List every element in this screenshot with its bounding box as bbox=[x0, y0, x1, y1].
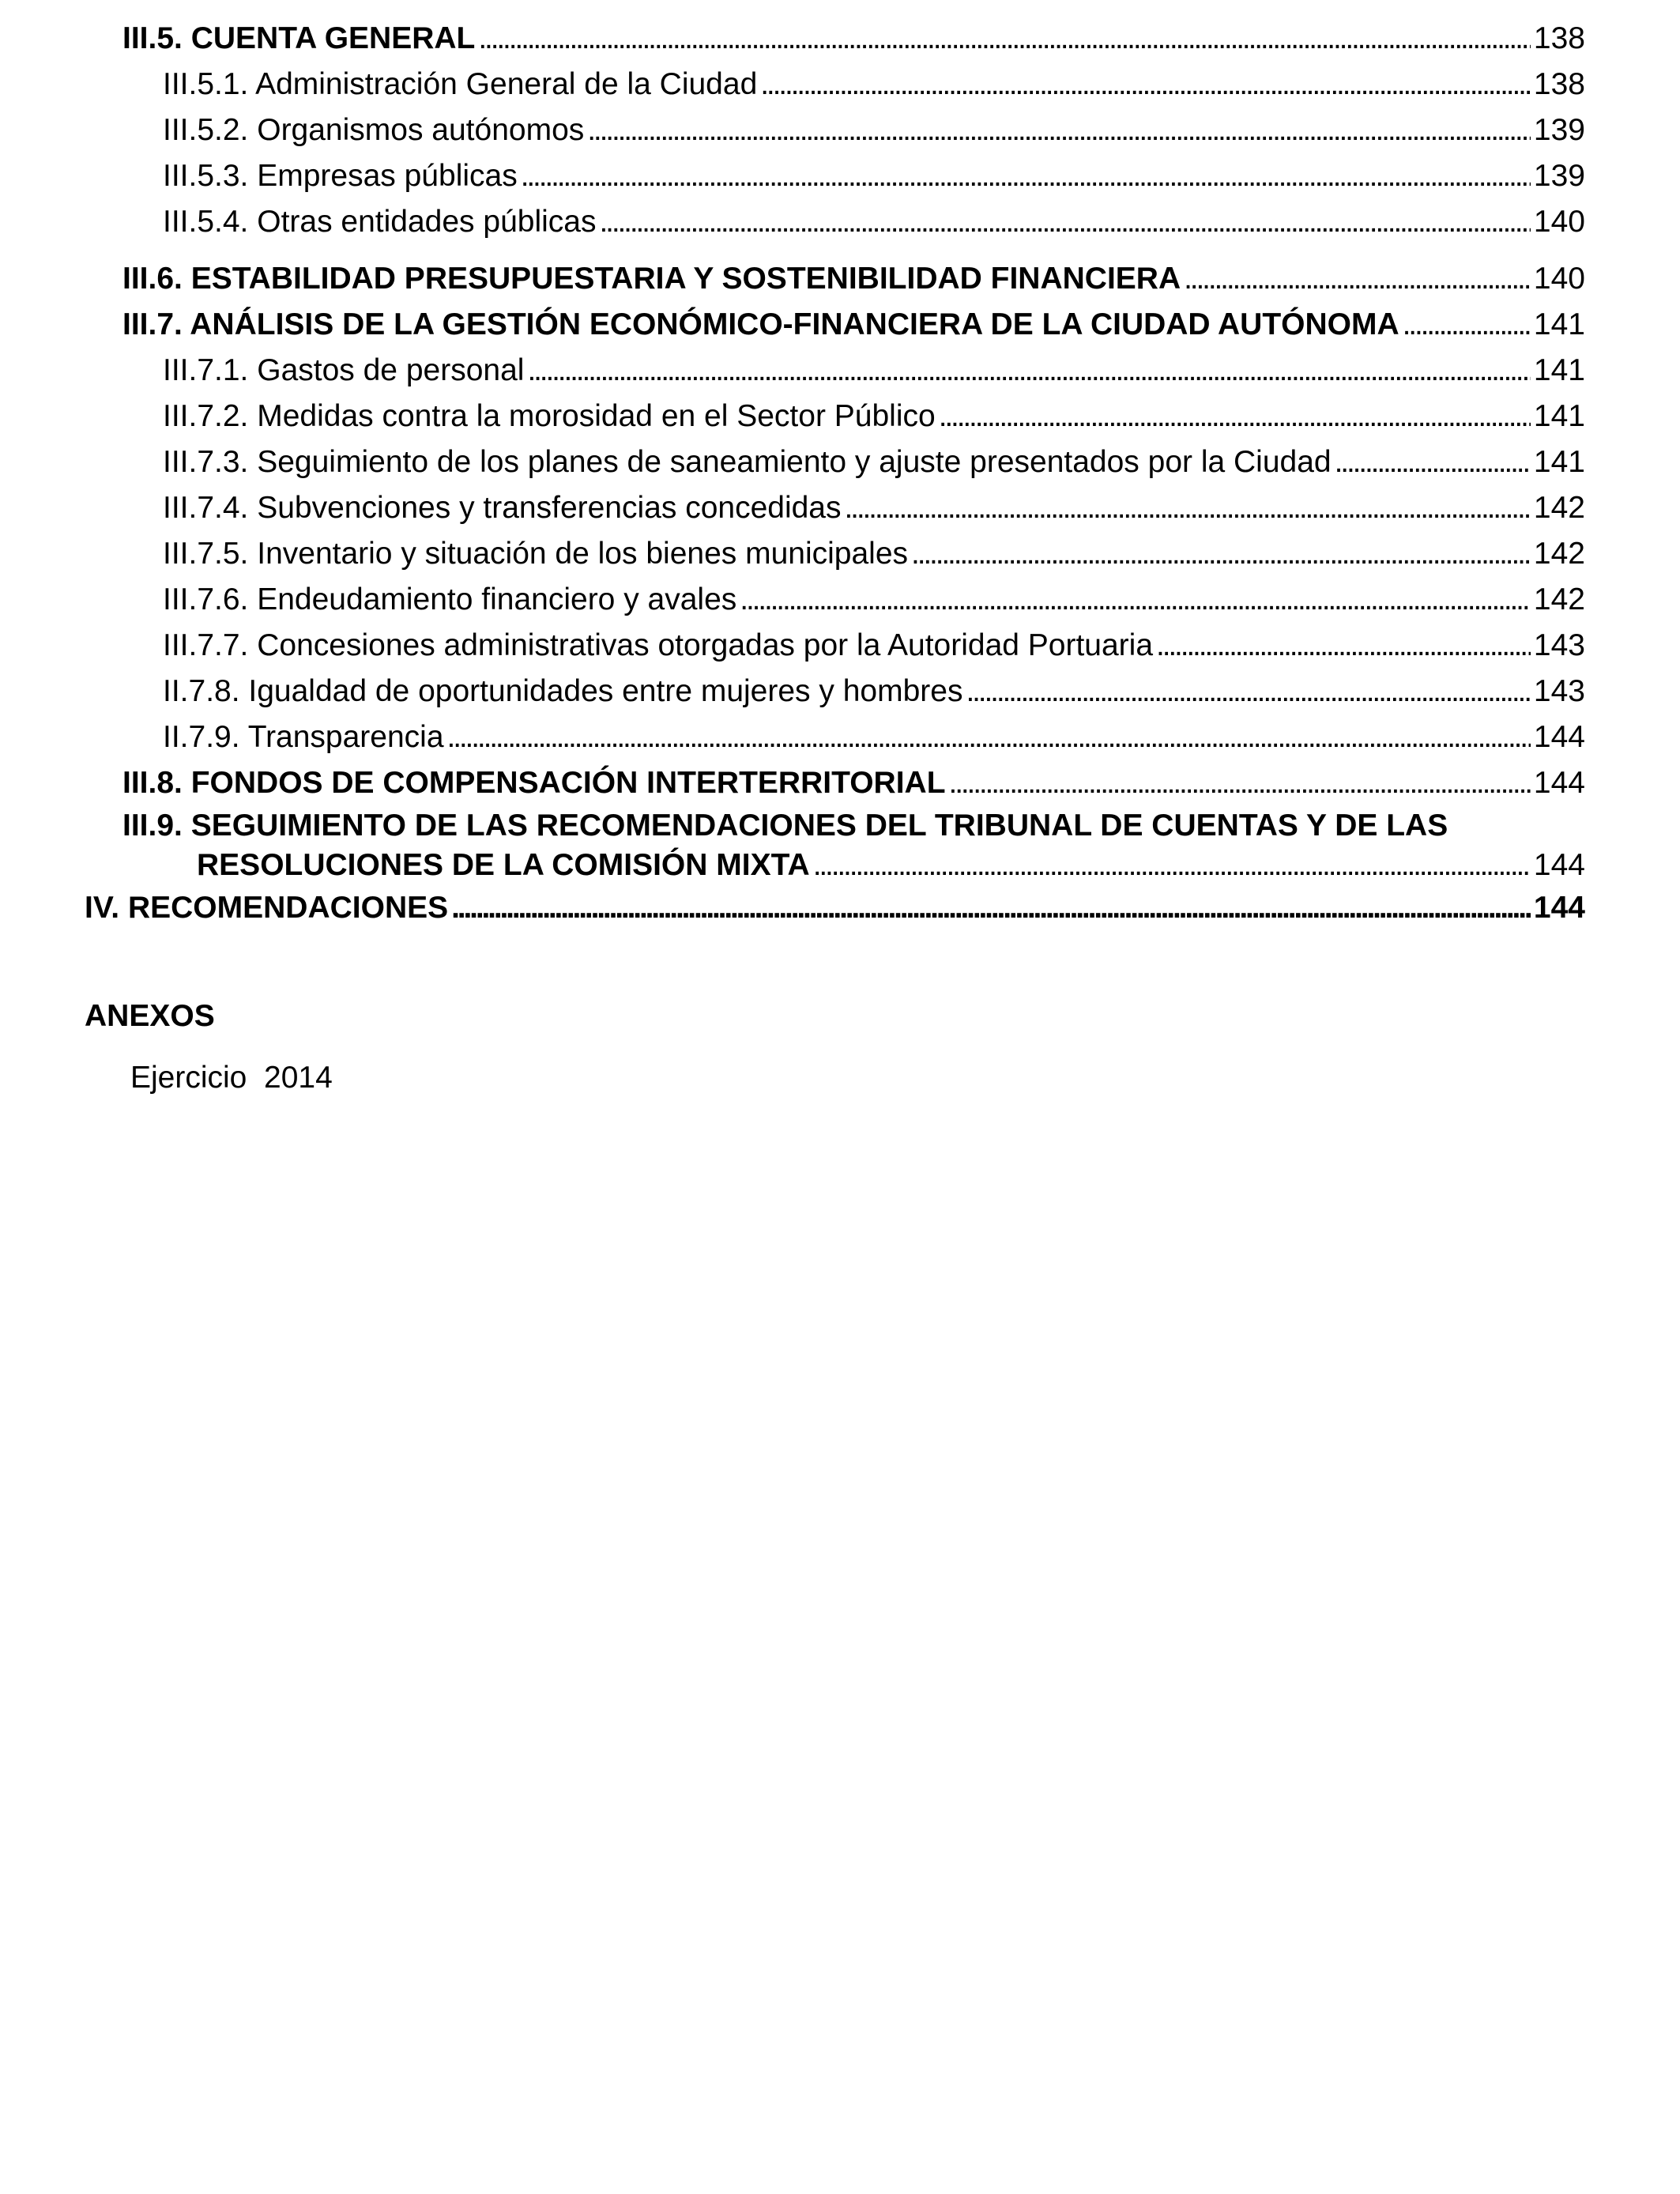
toc-entry-page: 138 bbox=[1533, 21, 1585, 55]
toc-entry-page: 144 bbox=[1533, 766, 1585, 800]
toc-entry[interactable] bbox=[0, 714, 1680, 760]
toc-entry[interactable] bbox=[0, 439, 1680, 485]
toc-entry-page: 139 bbox=[1533, 159, 1585, 193]
toc-entry-page: 140 bbox=[1533, 262, 1585, 296]
toc-entry-page: 143 bbox=[1533, 628, 1585, 662]
toc-entry-label: III.8. FONDOS DE COMPENSACIÓN INTERTERRITORIAL bbox=[122, 766, 946, 800]
dot-leader bbox=[966, 669, 1530, 714]
toc-entry-page: 142 bbox=[1533, 582, 1585, 616]
toc-entry-page: 140 bbox=[1533, 205, 1585, 239]
dot-leader bbox=[845, 485, 1531, 531]
dot-leader bbox=[949, 760, 1531, 806]
dot-leader bbox=[527, 348, 1530, 394]
toc-entry[interactable] bbox=[0, 199, 1680, 245]
table-of-contents bbox=[0, 16, 1680, 931]
toc-entry-page: 142 bbox=[1533, 491, 1585, 525]
dot-leader bbox=[478, 16, 1531, 62]
dot-leader bbox=[1335, 439, 1531, 485]
dot-leader bbox=[1156, 623, 1531, 669]
toc-entry[interactable] bbox=[0, 485, 1680, 531]
toc-entry[interactable] bbox=[0, 16, 1680, 62]
toc-entry-page: 141 bbox=[1533, 445, 1585, 479]
toc-entry-label: III.7.2. Medidas contra la morosidad en el Sector Público bbox=[163, 399, 936, 433]
toc-entry-label: III.7.5. Inventario y situación de los bienes municipales bbox=[163, 537, 909, 571]
toc-entry-label: III.7.1. Gastos de personal bbox=[163, 353, 525, 387]
toc-entry-page: 144 bbox=[1533, 720, 1585, 754]
toc-entry-label: III.5. CUENTA GENERAL bbox=[122, 21, 476, 55]
toc-entry-page: 141 bbox=[1533, 307, 1585, 341]
toc-entry[interactable] bbox=[0, 806, 1680, 885]
toc-entry-page: 141 bbox=[1533, 399, 1585, 433]
annex-item[interactable]: Ejercicio 2014 bbox=[130, 1061, 333, 1095]
dot-leader bbox=[760, 62, 1531, 107]
toc-entry[interactable] bbox=[0, 256, 1680, 302]
toc-entry-page: 142 bbox=[1533, 537, 1585, 571]
toc-entry[interactable] bbox=[0, 348, 1680, 394]
toc-entry-label: II.7.9. Transparencia bbox=[163, 720, 444, 754]
dot-leader bbox=[740, 577, 1531, 623]
toc-entry-page: 143 bbox=[1533, 674, 1585, 708]
dot-leader bbox=[599, 199, 1530, 245]
toc-entry[interactable] bbox=[0, 669, 1680, 714]
toc-entry-label: III.9. SEGUIMIENTO DE LAS RECOMENDACIONES DEL TRIBUNAL DE CUENTAS Y DE LAS bbox=[122, 809, 1448, 843]
toc-entry[interactable] bbox=[0, 62, 1680, 107]
dot-leader bbox=[1184, 256, 1531, 302]
dot-leader bbox=[813, 846, 1531, 885]
toc-entry-label-cont: RESOLUCIONES DE LA COMISIÓN MIXTA bbox=[197, 848, 810, 882]
dot-leader bbox=[939, 394, 1531, 439]
toc-entry-page: 139 bbox=[1533, 113, 1585, 147]
dot-leader bbox=[1403, 302, 1531, 348]
toc-entry-label: III.5.4. Otras entidades públicas bbox=[163, 205, 597, 239]
toc-entry-label: III.5.3. Empresas públicas bbox=[163, 159, 518, 193]
toc-entry-page: 144 bbox=[1533, 848, 1585, 882]
dot-leader bbox=[911, 531, 1531, 577]
toc-entry[interactable] bbox=[0, 885, 1680, 931]
dot-leader bbox=[447, 714, 1531, 760]
toc-entry-label: II.7.8. Igualdad de oportunidades entre mujeres y hombres bbox=[163, 674, 963, 708]
toc-entry-page: 144 bbox=[1533, 891, 1585, 925]
toc-entry[interactable] bbox=[0, 153, 1680, 199]
annexes-heading: ANEXOS bbox=[85, 999, 215, 1033]
toc-entry[interactable] bbox=[0, 623, 1680, 669]
toc-entry[interactable] bbox=[0, 531, 1680, 577]
toc-entry[interactable] bbox=[0, 302, 1680, 348]
toc-entry[interactable] bbox=[0, 760, 1680, 806]
toc-entry[interactable] bbox=[0, 577, 1680, 623]
toc-entry-label: III.5.2. Organismos autónomos bbox=[163, 113, 585, 147]
toc-entry-label: III.7.3. Seguimiento de los planes de saneamiento y ajuste presentados por la Ciudad bbox=[163, 445, 1332, 479]
toc-entry-page: 141 bbox=[1533, 353, 1585, 387]
toc-entry-label: III.5.1. Administración General de la Ciudad bbox=[163, 67, 758, 101]
dot-leader bbox=[587, 107, 1531, 153]
dot-leader bbox=[451, 885, 1531, 931]
dot-leader bbox=[521, 153, 1531, 199]
toc-entry-page: 138 bbox=[1533, 67, 1585, 101]
toc-entry[interactable] bbox=[0, 107, 1680, 153]
toc-entry-label: III.7. ANÁLISIS DE LA GESTIÓN ECONÓMICO-FINANCIERA DE LA CIUDAD AUTÓNOMA bbox=[122, 307, 1399, 341]
toc-entry-continuation bbox=[122, 846, 1585, 885]
toc-entry[interactable] bbox=[0, 394, 1680, 439]
toc-entry-label: IV. RECOMENDACIONES bbox=[85, 891, 449, 925]
toc-entry-label: III.6. ESTABILIDAD PRESUPUESTARIA Y SOSTENIBILIDAD FINANCIERA bbox=[122, 262, 1181, 296]
toc-entry-label: III.7.4. Subvenciones y transferencias concedidas bbox=[163, 491, 842, 525]
toc-entry-label: III.7.6. Endeudamiento financiero y avales bbox=[163, 582, 737, 616]
toc-entry-label: III.7.7. Concesiones administrativas otorgadas por la Autoridad Portuaria bbox=[163, 628, 1154, 662]
